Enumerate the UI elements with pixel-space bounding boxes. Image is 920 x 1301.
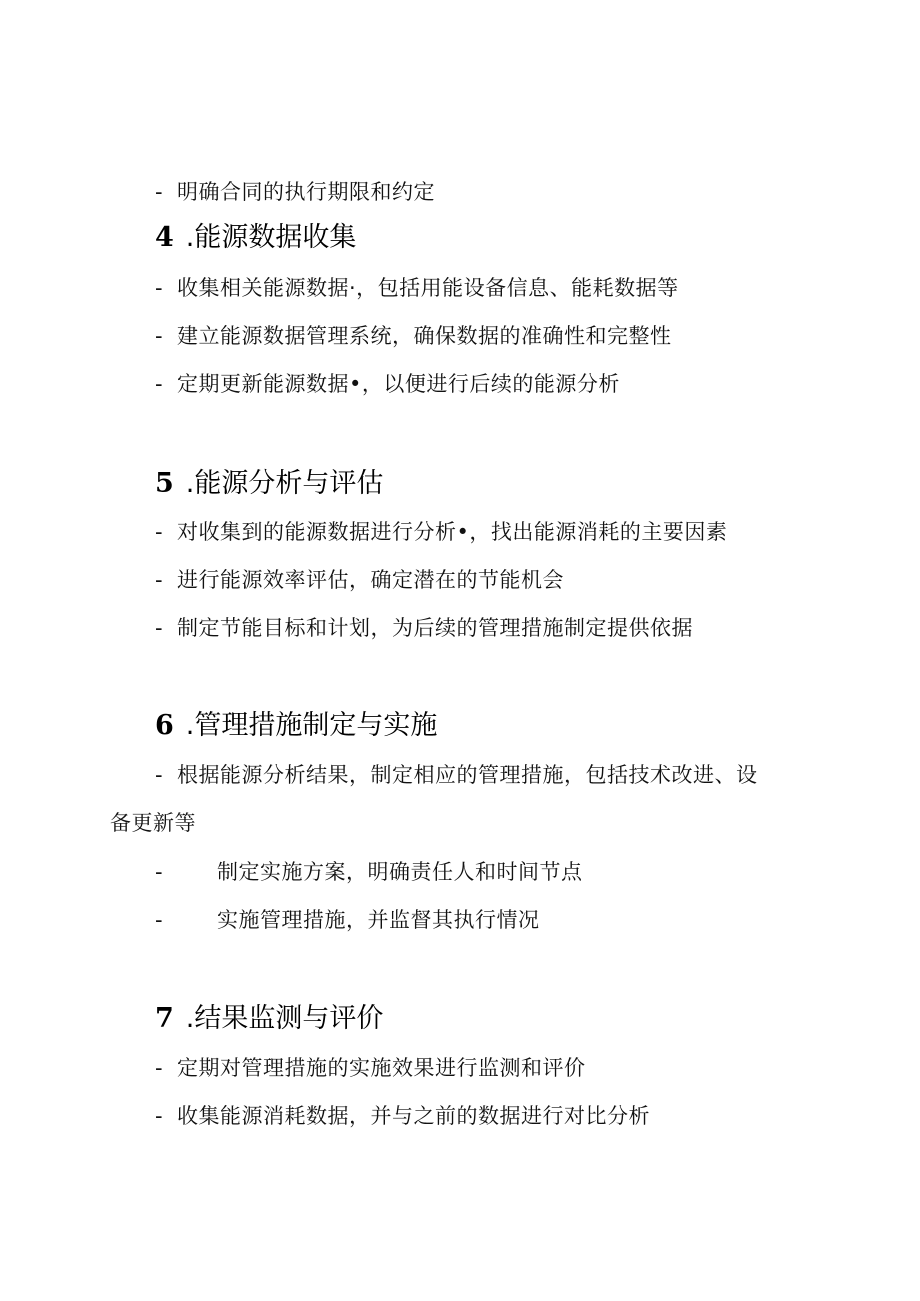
list-item-text: 对收集到的能源数据进行分析•，找出能源消耗的主要因素 [177, 520, 728, 544]
list-item-text: 定期更新能源数据•，以便进行后续的能源分析 [177, 372, 620, 396]
section-title: .管理措施制定与实施 [185, 710, 438, 741]
list-item [155, 1053, 586, 1083]
list-item-text: 实施管理措施，并监督其执行情况 [217, 908, 540, 932]
list-item-text: 备更新等 [110, 811, 196, 835]
section-number: 5 [155, 468, 174, 499]
list-item-text: 制定节能目标和计划，为后续的管理措施制定提供依据 [177, 616, 693, 640]
dash-marker: - [155, 276, 164, 300]
list-item [155, 321, 672, 351]
dash-marker: - [155, 1056, 164, 1080]
list-item-text: 收集能源消耗数据，并与之前的数据进行对比分析 [177, 1104, 650, 1128]
section-heading-7 [155, 1001, 383, 1037]
list-item [155, 760, 758, 790]
list-item-text: 建立能源数据管理系统，确保数据的准确性和完整性 [177, 324, 672, 348]
list-item-text: 根据能源分析结果，制定相应的管理措施，包括技术改进、设 [177, 763, 758, 787]
dash-marker: - [155, 616, 164, 640]
list-item-text: 进行能源效率评估，确定潜在的节能机会 [177, 568, 564, 592]
dash-marker: - [155, 1104, 164, 1128]
list-item-text: 收集相关能源数据·，包括用能设备信息、能耗数据等 [177, 276, 679, 300]
section-number: 6 [155, 710, 174, 741]
list-item-continuation [110, 808, 196, 838]
dash-marker: - [155, 324, 164, 348]
dash-marker: - [155, 908, 164, 932]
section-number: 4 [155, 222, 174, 253]
section-number: 7 [155, 1003, 174, 1034]
list-item [155, 177, 435, 207]
section-heading-6 [155, 708, 437, 744]
list-item [155, 857, 583, 887]
dash-marker: - [155, 763, 164, 787]
list-item [155, 613, 693, 643]
list-item [155, 369, 620, 399]
dash-marker: - [155, 180, 164, 204]
dash-marker: - [155, 568, 164, 592]
section-title: .结果监测与评价 [185, 1003, 384, 1034]
list-item [155, 517, 727, 547]
dash-marker: - [155, 372, 164, 396]
section-heading-4 [155, 220, 356, 256]
section-title: .能源数据收集 [185, 222, 357, 253]
list-item [155, 905, 540, 935]
list-item [155, 273, 679, 303]
dash-marker: - [155, 520, 164, 544]
list-item-text: 制定实施方案，明确责任人和时间节点 [217, 860, 583, 884]
list-item-text: 定期对管理措施的实施效果进行监测和评价 [177, 1056, 586, 1080]
list-item-text: 明确合同的执行期限和约定 [177, 180, 435, 204]
section-title: .能源分析与评估 [185, 468, 384, 499]
list-item [155, 1101, 650, 1131]
dash-marker: - [155, 860, 164, 884]
section-heading-5 [155, 466, 383, 502]
list-item [155, 565, 564, 595]
